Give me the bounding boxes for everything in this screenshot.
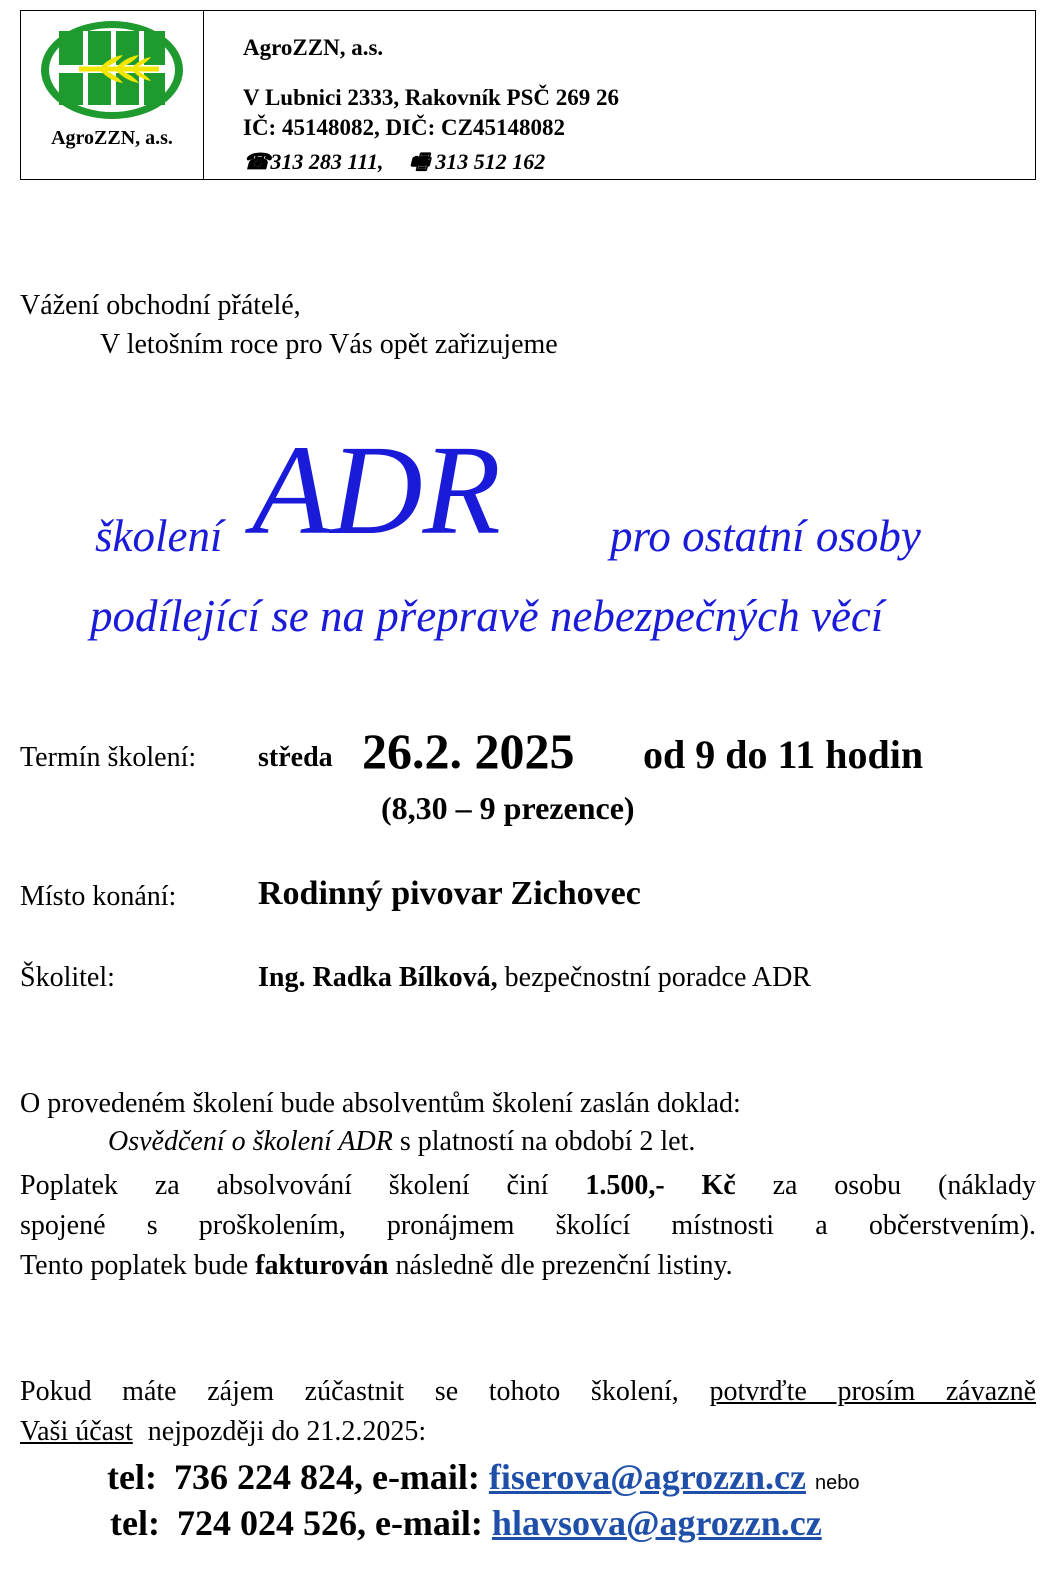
agrozzn-logo-icon [39,19,185,121]
company-ids: IČ: 45148082, DIČ: CZ45148082 [243,115,565,140]
tel-label: tel: [107,1457,157,1497]
term-date: 26.2. 2025 [362,723,575,779]
body-fee-line [20,1170,1036,1202]
tel-number-2: 724 024 526, [176,1503,366,1543]
tel-number-1: 736 224 824, [173,1457,363,1497]
company-phone-fax [243,145,545,183]
contact-participation-underlined: Vaši účast [20,1416,133,1447]
email-label: e-mail: [371,1457,480,1497]
term-label: Termín školení: [20,742,197,773]
fax-icon: 🖷 [408,149,430,174]
body-line1: O provedeném školení bude absolventům školení zaslán doklad: [20,1088,741,1119]
greeting: Vážení obchodní přátelé, [20,290,301,321]
letterhead [20,10,1036,180]
letterhead-divider [203,11,204,179]
contact-deadline: nejpozději do 21.2.2025: [147,1416,427,1447]
title-line2: podílející se na přepravě nebezpečných věcí [90,591,884,641]
tel-label: tel: [110,1503,160,1543]
term-day: středa [258,742,333,773]
trainer-label: Školitel: [20,962,115,993]
fee-text-post: za osobu (náklady [772,1170,1036,1201]
contact-text-pre: Pokud máte zájem zúčastnit se tohoto školení, [20,1376,679,1407]
body-invoice-line [20,1250,733,1282]
email-link-hlavsova[interactable]: hlavsova@agrozzn.cz [491,1503,822,1543]
contact-row-2 [110,1502,822,1544]
phone-number: 313 283 111, [270,149,384,174]
phone-icon: ☎ [243,149,271,174]
title-post: pro ostatní osoby [610,511,921,561]
email-link-fiserova[interactable]: fiserova@agrozzn.cz [488,1457,806,1497]
contact-line1 [20,1376,1036,1408]
intro: V letošním roce pro Vás opět zařizujeme [100,329,558,360]
company-address: V Lubnici 2333, Rakovník PSČ 269 26 [243,85,619,110]
contact-line2 [20,1416,426,1448]
certificate-name: Osvědčení o školení ADR [108,1126,393,1157]
term-time: od 9 do 11 hodin [643,732,924,777]
title-pre: školení [95,511,223,561]
company-name: AgroZZN, a.s. [243,35,384,60]
trainer-name: Ing. Radka Bílková, [258,962,498,993]
certificate-validity: s platností na období 2 let. [399,1126,696,1157]
nebo-text: nebo [814,1472,860,1494]
invoice-text-post: následně dle prezenční listiny. [395,1250,733,1281]
invoice-text-pre: Tento poplatek bude [20,1250,249,1281]
fee-amount: 1.500,- Kč [585,1170,736,1201]
email-label: e-mail: [374,1503,483,1543]
contact-confirm-underlined: potvrďte prosím závazně [709,1376,1036,1407]
logo-caption: AgroZZN, a.s. [51,127,173,149]
title-adr: ADR [252,419,501,561]
place-value: Rodinný pivovar Zichovec [258,875,641,912]
body-fee-line2: spojené s proškolením, pronájmem školící místnosti a občerstvením). [20,1210,1036,1241]
trainer-value [258,962,811,994]
contact-row-1 [107,1456,859,1498]
place-label: Místo konání: [20,881,177,912]
trainer-role: bezpečnostní poradce ADR [504,962,811,993]
fee-text-pre: Poplatek za absolvování školení činí [20,1170,549,1201]
term-presence: (8,30 – 9 prezence) [381,790,635,826]
body-certificate [108,1126,695,1158]
invoice-bold: fakturován [255,1250,389,1281]
fax-number: 313 512 162 [435,149,546,174]
